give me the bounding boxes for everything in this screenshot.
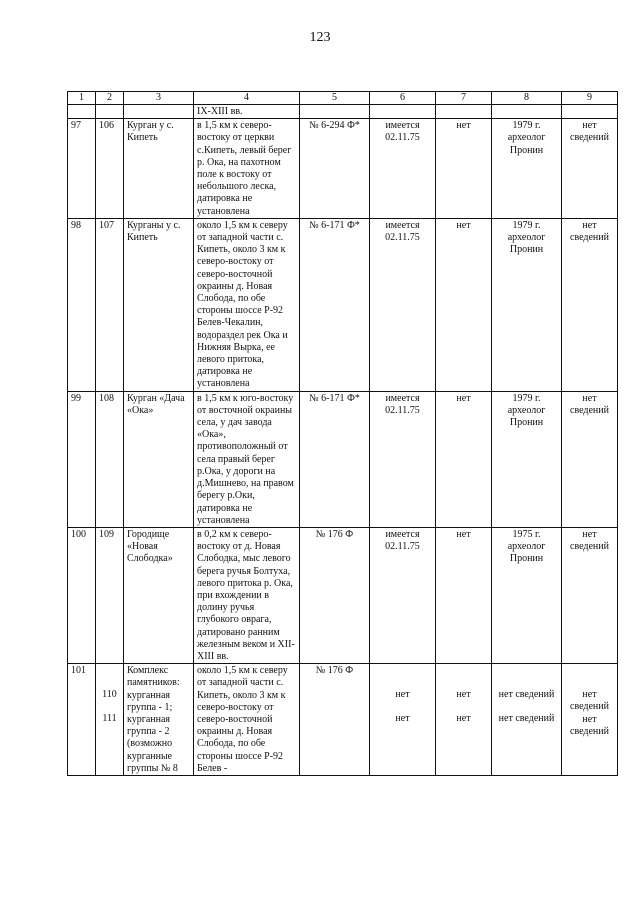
row-number: 99 bbox=[68, 391, 96, 527]
column-header: 6 bbox=[370, 92, 436, 105]
continuation-cell: IX-XIII вв. bbox=[194, 105, 300, 119]
document-number: № 6-171 Ф* bbox=[300, 391, 370, 527]
location: около 1,5 км к северу от западной части с. Кипеть, около 3 км к северо-востоку от северо-восточной окраины д. Новая Слобода, по обе стороны шоссе Р-92 Белев - bbox=[194, 664, 300, 776]
column-header: 2 bbox=[96, 92, 124, 105]
continuation-row bbox=[68, 105, 618, 119]
column-7-value: нет bbox=[456, 713, 471, 725]
column-7-value: нет bbox=[456, 689, 471, 701]
column-number-row bbox=[68, 92, 618, 105]
column-7-value: нет bbox=[436, 527, 492, 663]
register-number: 107 bbox=[96, 218, 124, 391]
column-header: 1 bbox=[68, 92, 96, 105]
passport: нет bbox=[395, 713, 410, 725]
survey-info: нет сведений bbox=[498, 713, 555, 725]
table-row bbox=[68, 391, 618, 527]
column-9-value: нет сведений bbox=[562, 218, 618, 391]
column-header: 8 bbox=[492, 92, 562, 105]
document-number: № 6-171 Ф* bbox=[300, 218, 370, 391]
column-9-value: нет сведений bbox=[562, 391, 618, 527]
column-header: 7 bbox=[436, 92, 492, 105]
survey-info: 1979 г. археолог Пронин bbox=[492, 119, 562, 219]
survey-info: 1975 г. археолог Пронин bbox=[492, 527, 562, 663]
passport: имеется 02.11.75 bbox=[370, 218, 436, 391]
column-header: 9 bbox=[562, 92, 618, 105]
monument-name: Курганы у с. Кипеть bbox=[124, 218, 194, 391]
monument-name: Курган у с. Кипеть bbox=[124, 119, 194, 219]
passport-cell bbox=[370, 664, 436, 776]
register-number: 106 bbox=[96, 119, 124, 219]
document-number: № 176 Ф bbox=[300, 527, 370, 663]
column-7-value: нет bbox=[436, 391, 492, 527]
location: около 1,5 км к северу от западной части с. Кипеть, около 3 км к северо-востоку от северо-восточной окраины д. Новая Слобода, по обе стороны шоссе Р-92 Белев-Чекалин, водораздел рек Ока и Нижняя Вырка, ее левого притока, датировка не установлена bbox=[194, 218, 300, 391]
monument-name: Городище «Новая Слободка» bbox=[124, 527, 194, 663]
column-header: 4 bbox=[194, 92, 300, 105]
column-header: 5 bbox=[300, 92, 370, 105]
column-7-value: нет bbox=[436, 119, 492, 219]
row-number: 100 bbox=[68, 527, 96, 663]
column-7-value: нет bbox=[436, 218, 492, 391]
monuments-table bbox=[67, 91, 618, 776]
register-number-cell bbox=[96, 664, 124, 776]
column-9-value: нет сведений bbox=[570, 689, 609, 713]
register-number: 110 bbox=[102, 689, 117, 701]
register-number: 108 bbox=[96, 391, 124, 527]
survey-info: 1979 г. археолог Пронин bbox=[492, 218, 562, 391]
document-number: № 6-294 Ф* bbox=[300, 119, 370, 219]
survey-info: нет сведений bbox=[498, 689, 555, 701]
page-number: 123 bbox=[309, 30, 331, 45]
passport: нет bbox=[395, 689, 410, 701]
column-7-cell bbox=[436, 664, 492, 776]
column-9-value: нет сведений bbox=[562, 119, 618, 219]
passport: имеется 02.11.75 bbox=[370, 527, 436, 663]
table-row bbox=[68, 664, 618, 776]
table-row bbox=[68, 527, 618, 663]
survey-info: 1979 г. археолог Пронин bbox=[492, 391, 562, 527]
column-9-value: нет сведений bbox=[562, 527, 618, 663]
row-number: 97 bbox=[68, 119, 96, 219]
location: в 1,5 км к юго-востоку от восточной окраины села, у дач завода «Ока», противоположный от села правый берег р.Ока, у дороги на д.Мишнево, на правом берегу р.Оки, датировка не установлена bbox=[194, 391, 300, 527]
column-9-cell bbox=[562, 664, 618, 776]
monument-name: Комплекс памятников: курганная группа - 1; курганная группа - 2 (возможно курганные группы № 8 bbox=[124, 664, 194, 776]
location: в 1,5 км к северо-востоку от церкви с.Кипеть, левый берег р. Ока, на пахотном поле к востоку от небольшого леска, датировка не установлена bbox=[194, 119, 300, 219]
passport: имеется 02.11.75 bbox=[370, 119, 436, 219]
survey-info-cell bbox=[492, 664, 562, 776]
register-number: 111 bbox=[102, 713, 117, 725]
monument-name: Курган «Дача «Ока» bbox=[124, 391, 194, 527]
column-header: 3 bbox=[124, 92, 194, 105]
column-9-value: нет сведений bbox=[570, 713, 609, 737]
passport: имеется 02.11.75 bbox=[370, 391, 436, 527]
row-number: 98 bbox=[68, 218, 96, 391]
document-number: № 176 Ф bbox=[300, 664, 370, 776]
table-row bbox=[68, 119, 618, 219]
register-number: 109 bbox=[96, 527, 124, 663]
row-number: 101 bbox=[68, 664, 96, 776]
table-row bbox=[68, 218, 618, 391]
location: в 0,2 км к северо-востоку от д. Новая Слободка, мыс левого берега ручья Болтуха, левого притока р. Ока, при вхождении в долину ручья глубокого оврага, датировано ранним железным веком и XII-XIII вв. bbox=[194, 527, 300, 663]
